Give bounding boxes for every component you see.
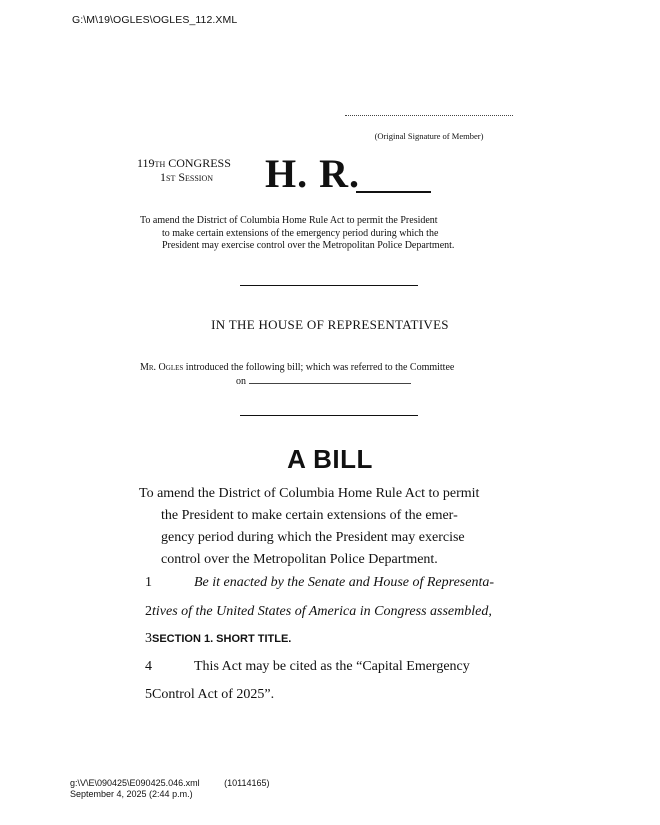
file-path-header: G:\M\19\OGLES\OGLES_112.XML <box>72 14 238 26</box>
bill-text-line <box>140 684 522 706</box>
short-title-line: To amend the District of Columbia Home Rule Act to permit the President <box>140 215 438 226</box>
bill-heading: A BILL <box>287 444 373 474</box>
bill-text-line <box>140 601 522 623</box>
session-number: 1st Session <box>160 170 214 184</box>
bill-type-label: H. R. <box>265 151 360 196</box>
long-title-line: control over the Metropolitan Police Department. <box>161 552 438 567</box>
long-title-line: To amend the District of Columbia Home Rule Act to permit <box>139 486 480 501</box>
short-title-line: President may exercise control over the Metropolitan Police Department. <box>162 240 455 251</box>
introduction-body: introduced the following bill; which was referred to the Committee <box>185 362 455 373</box>
long-title-block <box>139 483 521 571</box>
line-number: 3 <box>145 631 152 646</box>
divider-rule <box>240 285 418 286</box>
line-number: 2 <box>145 604 152 619</box>
congress-session-block <box>137 156 231 184</box>
enacting-clause: Be it enacted by the Senate and House of Representa- <box>194 575 494 590</box>
document-footer <box>70 778 270 800</box>
congress-number: 119th CONGRESS <box>137 156 231 170</box>
enacting-clause: tives of the United States of America in Congress assembled, <box>152 604 492 619</box>
introduction-text <box>140 361 520 389</box>
house-heading: IN THE HOUSE OF REPRESENTATIVES <box>211 317 449 332</box>
long-title-line: the President to make certain extensions of the emer- <box>161 508 458 523</box>
footer-doc-code: (10114165) <box>224 778 270 788</box>
committee-blank-line <box>249 375 411 384</box>
section-heading: SECTION 1. SHORT TITLE. <box>152 633 292 645</box>
signature-caption: (Original Signature of Member) <box>374 131 484 141</box>
short-title-line: to make certain extensions of the emergency period during which the <box>162 227 439 239</box>
long-title-line: gency period during which the President may exercise <box>161 530 465 545</box>
section-text: Control Act of 2025”. <box>152 687 275 702</box>
bill-text-line <box>140 656 522 678</box>
footer-xml-path: g:\V\E\090425\E090425.046.xml <box>70 778 200 788</box>
signature-line <box>345 115 513 116</box>
short-title-block <box>140 215 520 253</box>
line-number: 4 <box>145 659 152 674</box>
bill-number-blank <box>356 191 431 193</box>
bill-text-line <box>140 572 522 594</box>
bill-text-line <box>140 628 522 650</box>
line-number: 1 <box>145 575 152 590</box>
divider-rule <box>240 415 418 416</box>
footer-date: September 4, 2025 (2:44 p.m.) <box>70 789 193 799</box>
committee-on-label: on <box>236 376 246 387</box>
section-text: This Act may be cited as the “Capital Emergency <box>194 659 470 674</box>
line-number: 5 <box>145 687 152 702</box>
member-name: Mr. Ogles <box>140 362 184 373</box>
